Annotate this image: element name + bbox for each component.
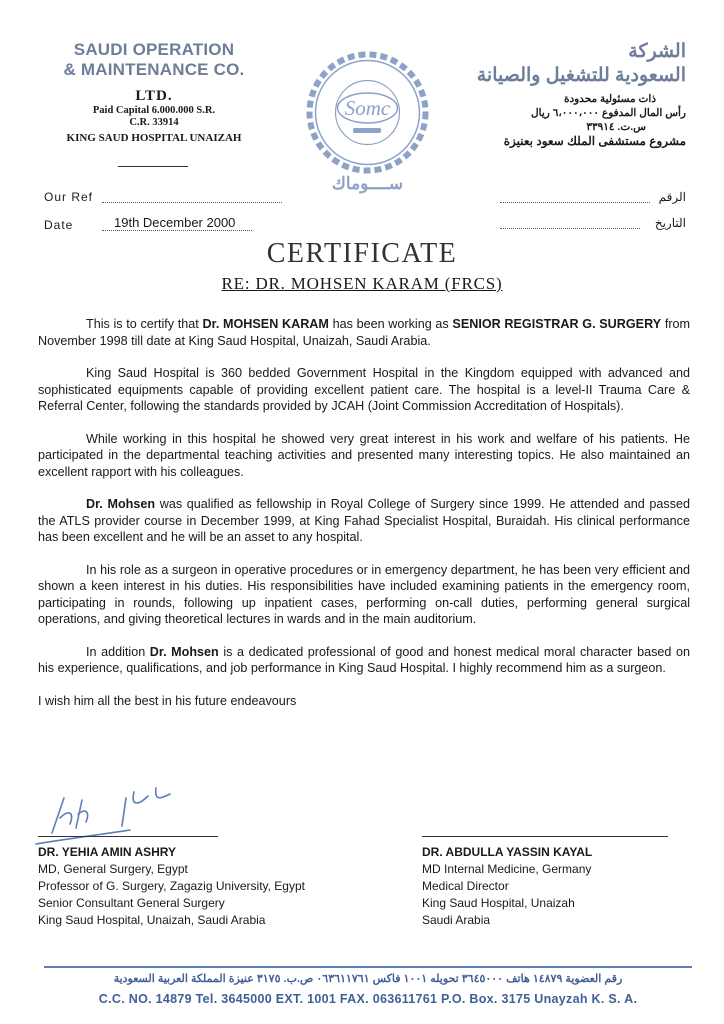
company-ltd: LTD. [135, 88, 173, 104]
signatory-right-line: King Saud Hospital, Unaizah [422, 896, 575, 910]
signatory-left-line: King Saud Hospital, Unaizah, Saudi Arabia [38, 913, 266, 927]
company-name-line-2: & MAINTENANCE CO. [63, 60, 245, 79]
cr-ar: س.ت. ٣٣٩١٤ [586, 121, 646, 133]
paragraph-1: This is to certify that Dr. MOHSEN KARAM has been working as SENIOR REGISTRAR G. SURGERY from November 1998 till date at King Saud Hospital, Unaizah, Saudi Arabia. [38, 317, 691, 348]
signatory-right [422, 844, 592, 929]
signatory-left-line: MD, General Surgery, Egypt [38, 862, 188, 876]
handwritten-signature [30, 778, 210, 853]
footer-english: C.C. NO. 14879 Tel. 3645000 EXT. 1001 FAX. 063611761 P.O. Box. 3175 Unayzah K. S. A. [98, 992, 638, 1006]
signature-line-left [38, 836, 218, 837]
ref-arabic-field [500, 202, 650, 203]
ref-arabic-label: الرقم [658, 190, 686, 204]
company-logo-seal [305, 50, 430, 175]
signatory-right-line: MD Internal Medicine, Germany [422, 862, 592, 876]
footer-arabic: رقم العضوية ١٤٨٧٩ هاتف ٣٦٤٥٠٠٠ تحويله ١٠٠١ فاكس ٠٦٣٦١١٧٦١ ص.ب. ٣١٧٥ عنيزة المملكة العربية السعودية [113, 973, 623, 985]
project-name: KING SAUD HOSPITAL UNAIZAH [66, 132, 242, 144]
our-ref-label: Our Ref [44, 190, 94, 204]
letterhead-english [44, 40, 264, 144]
signature-line-right [422, 836, 668, 837]
signatory-left-name: DR. YEHIA AMIN ASHRY [38, 845, 177, 859]
letterhead-arabic [466, 40, 686, 148]
letterhead-divider [118, 166, 188, 167]
date-arabic-field [500, 228, 640, 229]
signatory-right-name: DR. ABDULLA YASSIN KAYAL [422, 845, 593, 859]
paragraph-5: In his role as a surgeon in operative procedures or in emergency department, he has been very efficient and shown a keen interest in his duties. His responsibilities have included examining patients in the emergency room, participating in rounds, following up inpatient cases, performing on-call duties, performing general surgical operations, and giving theoretical lectures in wards and in the main auditorium. [38, 562, 690, 626]
date-label: Date [44, 218, 74, 232]
date-value: 19th December 2000 [114, 215, 236, 230]
signatory-left-line: Senior Consultant General Surgery [38, 896, 225, 910]
signatory-right-line: Saudi Arabia [422, 913, 491, 927]
signatory-left-line: Professor of G. Surgery, Zagazig University, Egypt [38, 879, 305, 893]
company-name-ar-2: السعودية للتشغيل والصيانة [476, 65, 686, 86]
company-name-line-1: SAUDI OPERATION [73, 40, 235, 59]
paragraph-2: King Saud Hospital is 360 bedded Government Hospital in the Kingdom equipped with advanced and sophisticated equipments capable of providing excellent patient care. The hospital is a level-II Trauma Care & Referral Center, following the standards provided by JCAH (Joint Commission Accreditation of Hospitals). [38, 366, 690, 413]
footer-rule [44, 966, 692, 968]
ltd-ar: ذات مسئولية محدودة [563, 93, 656, 105]
paragraph-4: Dr. Mohsen was qualified as fellowship in Royal College of Surgery since 1999. He attended and passed the ATLS provider course in December 1999, at King Fahad Specialist Hospital, Buraidah. His clinical performance has been excellent and he will be an asset to any hospital. [38, 497, 690, 544]
signatory-left [38, 844, 305, 929]
company-name-ar-1: الشركة [628, 41, 686, 62]
paid-capital: Paid Capital 6.000.000 S.R. [92, 105, 216, 116]
date-arabic-label: التاريخ [654, 216, 686, 230]
capital-ar: رأس المال المدفوع ٦،٠٠٠،٠٠٠ ريال [531, 107, 686, 119]
certificate-body [38, 316, 690, 725]
commercial-registration: C.R. 33914 [129, 117, 179, 128]
our-ref-field [102, 202, 282, 203]
signatory-right-line: Medical Director [422, 879, 509, 893]
logo-arabic-caption: ســــوماك [331, 174, 404, 193]
certificate-title: CERTIFICATE [266, 238, 458, 269]
project-ar: مشروع مستشفى الملك سعود بعنيزة [503, 134, 686, 148]
logo-text: Somc [344, 96, 391, 120]
date-field-line [102, 230, 252, 231]
certificate-subtitle: RE: DR. MOHSEN KARAM (FRCS) [221, 274, 503, 293]
paragraph-6: In addition Dr. Mohsen is a dedicated professional of good and honest medical moral character based on his experience, qualifications, and job performance in King Saud Hospital. I highly recommend him as a surgeon. [38, 644, 690, 675]
paragraph-3: While working in this hospital he showed very great interest in his work and welfare of his patients. He participated in the departmental teaching activities and presented many interesting topics. He also maintained an excellent rapport with his colleagues. [38, 431, 690, 479]
paragraph-closing: I wish him all the best in his future endeavours [38, 693, 297, 708]
